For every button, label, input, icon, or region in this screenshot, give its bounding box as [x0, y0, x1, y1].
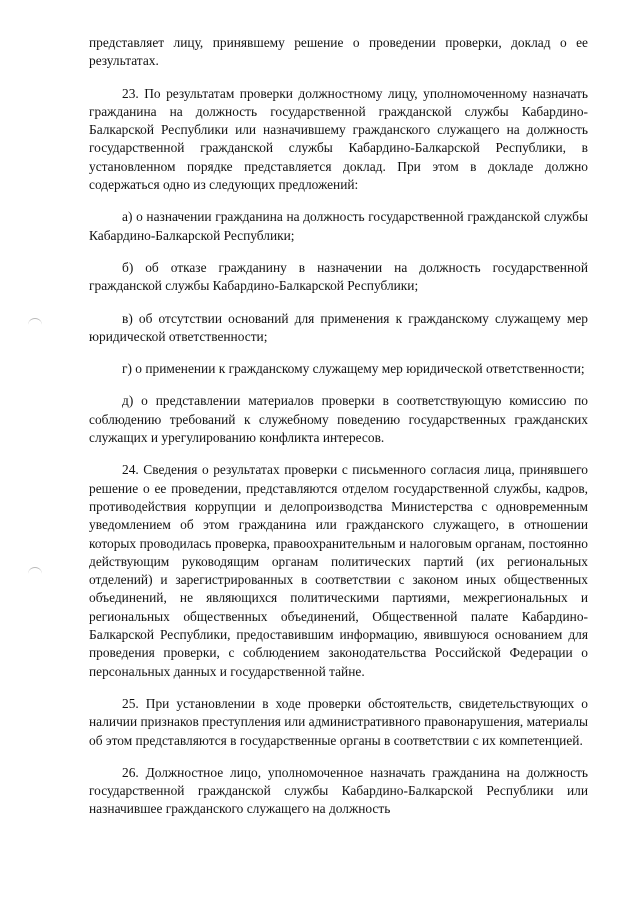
paragraph-item-a: а) о назначении гражданина на должность государственной гражданской службы Кабардино-Балкарской Республики;: [89, 209, 588, 243]
document-page: [89, 34, 588, 819]
paragraph-item-v: в) об отсутствии оснований для применения к гражданскому служащему мер юридической ответственности;: [89, 310, 588, 344]
paragraph-item-g: г) о применении к гражданскому служащему мер юридической ответственности;: [122, 361, 585, 377]
scan-artifact-mark: [28, 567, 42, 574]
paragraph-continuation: представляет лицу, принявшему решение о проведении проверки, доклад о ее результатах.: [89, 35, 588, 69]
paragraph-23: 23. По результатам проверки должностному лицу, уполномоченному назначать гражданина на должность государственной гражданской службы Кабардино-Балкарской Республики или назначившему гражданского служащего на должность государственной гражданской службы Кабардино-Балкарской Республики, в установленном порядке представляется доклад. При этом в докладе должно содержаться одно из следующих предложений:: [89, 85, 588, 193]
paragraph-item-d: д) о представлении материалов проверки в соответствующую комиссию по соблюдению требований к служебному поведению государственных гражданских служащих и урегулированию конфликта интересов.: [89, 393, 588, 446]
paragraph-item-b: б) об отказе гражданину в назначении на должность государственной гражданской службы Кабардино-Балкарской Республики;: [89, 259, 588, 294]
scan-artifact-mark: [28, 318, 42, 325]
paragraph-25: 25. При установлении в ходе проверки обстоятельств, свидетельствующих о наличии признаков преступления или административного правонарушения, материалы об этом представляются в государственные органы в соответствии с их компетенцией.: [89, 695, 588, 748]
paragraph-24: 24. Сведения о результатах проверки с письменного согласия лица, принявшего решение о ее проведении, представляются отделом государственной службы, кадров, противодействия коррупции и делопроизводства Министерства с одновременным уведомлением об этом гражданина или гражданского служащего, в отношении которых проводилась проверка, правоохранительным и налоговым органам, постоянно действующим руководящим органам политических партий (их региональных отделений) и зарегистрированных в соответствии с законом иных общественных объединений, не являющихся политическими партиями, межрегиональных и региональных общественных объединений, Общественной палате Кабардино-Балкарской Республики, предоставившим информацию, явившуюся основанием для проведения проверки, с соблюдением законодательства Российской Федерации о персональных данных и государственной тайне.: [89, 462, 588, 679]
paragraph-26: 26. Должностное лицо, уполномоченное назначать гражданина на должность государственной гражданской службы Кабардино-Балкарской Республики или назначившее гражданского служащего на должность: [89, 764, 588, 817]
